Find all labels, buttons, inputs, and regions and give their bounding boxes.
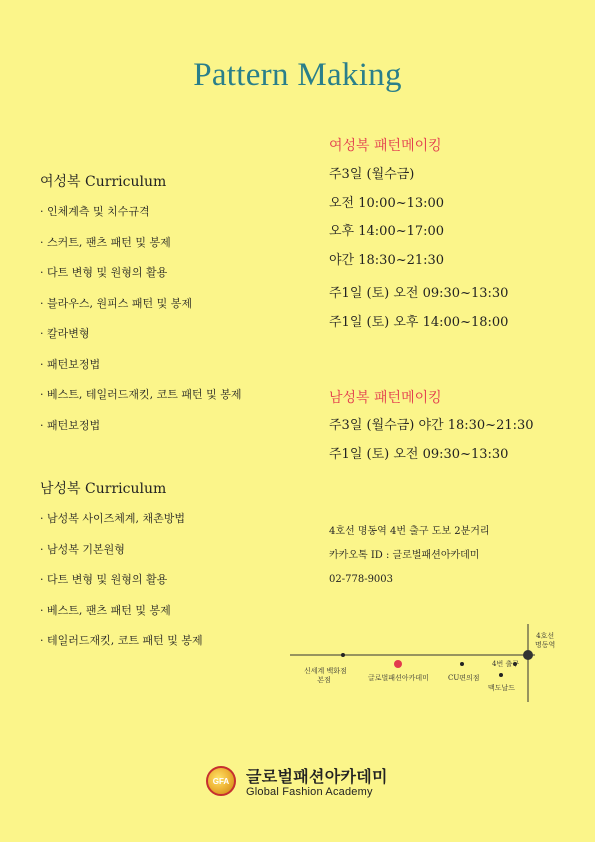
mcdonalds-label: 맥도날드 — [488, 684, 516, 692]
schedule-line: 야간 18:30~21:30 — [329, 252, 445, 268]
list-item: · 베스트, 팬츠 패턴 및 봉제 — [40, 603, 171, 617]
address-text: 4호선 명동역 4번 출구 도보 2분거리 — [329, 526, 490, 537]
list-item: · 블라우스, 원피스 패턴 및 봉제 — [40, 296, 192, 310]
logo-korean-name: 글로벌패션아카데미 — [246, 767, 388, 786]
academy-marker — [394, 660, 402, 668]
schedule-line: 주1일 (토) 오후 14:00~18:00 — [329, 314, 509, 330]
phone-number: 02-778-9003 — [329, 574, 394, 585]
academy-label: 글로벌패션아카데미 — [368, 674, 429, 682]
list-item: · 인체계측 및 치수규격 — [40, 205, 150, 218]
page-title: Pattern Making — [193, 57, 402, 93]
list-item: · 베스트, 테일러드재킷, 코트 패턴 및 봉제 — [40, 388, 242, 401]
schedule-line: 주1일 (토) 오전 09:30~13:30 — [329, 286, 509, 301]
kakao-id-text: 카카오톡 ID : 글로벌패션아카데미 — [329, 550, 480, 561]
schedule-line: 오전 10:00~13:00 — [329, 195, 445, 211]
men-curriculum-list — [40, 512, 203, 665]
list-item: · 다트 변형 및 원형의 활용 — [40, 266, 168, 279]
logo-english-name: Global Fashion Academy — [246, 786, 373, 798]
women-schedule-heading: 여성복 패턴메이킹 — [329, 138, 442, 154]
men-schedule-heading: 남성복 패턴메이킹 — [329, 390, 442, 406]
schedule-line: 주3일 (월수금) 야간 18:30~21:30 — [329, 418, 534, 433]
schedule-line: 주3일 (월수금) — [329, 167, 415, 182]
list-item: · 테일러드재킷, 코트 패턴 및 봉제 — [40, 634, 203, 647]
women-schedule-list — [329, 167, 444, 281]
list-item: · 스커트, 팬츠 패턴 및 봉제 — [40, 235, 171, 249]
list-item: · 패턴보정법 — [40, 357, 101, 371]
station-label: 4호선 명동역 — [535, 632, 556, 649]
mcdonalds-marker — [499, 673, 503, 677]
women-curriculum-title: 여성복 Curriculum — [40, 174, 167, 190]
gfa-logo-icon: GFA — [206, 766, 236, 796]
list-item: · 다트 변형 및 원형의 활용 — [40, 573, 168, 586]
academy-logo — [206, 762, 416, 804]
women-curriculum-list — [40, 205, 241, 449]
list-item: · 칼라변형 — [40, 327, 90, 340]
schedule-line: 주1일 (토) 오전 09:30~13:30 — [329, 446, 509, 462]
exit4-label: 4번 출구 — [492, 660, 519, 668]
contact-info — [329, 526, 490, 598]
location-map — [290, 622, 590, 732]
shinsegae-label: 신세계 백화점 본점 — [304, 667, 347, 684]
shinsegae-marker — [341, 653, 345, 657]
cu-label: CU편의점 — [448, 674, 480, 682]
list-item: · 패턴보정법 — [40, 418, 101, 432]
men-curriculum-title: 남성복 Curriculum — [40, 481, 167, 497]
list-item: · 남성복 기본원형 — [40, 542, 125, 556]
cu-marker — [460, 662, 464, 666]
station-marker — [523, 650, 533, 660]
women-weekend-list — [329, 286, 508, 343]
schedule-line: 오후 14:00~17:00 — [329, 224, 445, 239]
list-item: · 남성복 사이즈체계, 채촌방법 — [40, 512, 185, 525]
men-schedule-list — [329, 418, 534, 475]
